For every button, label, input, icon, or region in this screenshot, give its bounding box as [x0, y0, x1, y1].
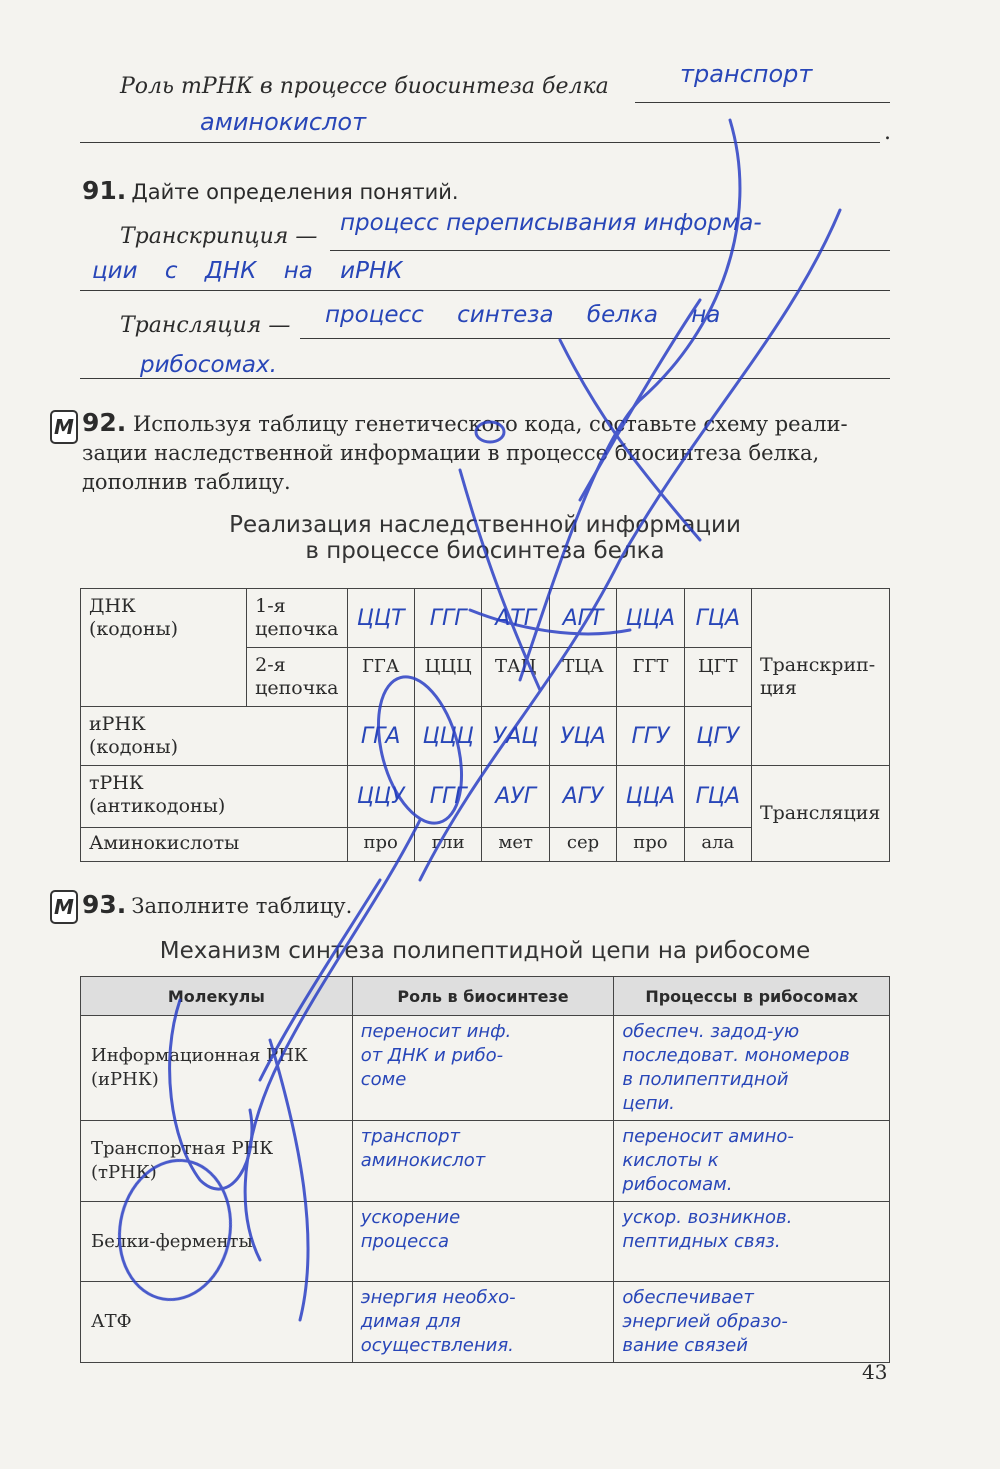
- process-cell: ускор. возникнов. пептидных связ.: [614, 1202, 890, 1282]
- trna-label-cell: тРНК (антикодоны): [81, 766, 348, 828]
- table-93: [80, 976, 890, 1363]
- role-cell: транспорт аминокислот: [352, 1121, 614, 1202]
- task-prompt-line1: Используя таблицу генетического кода, составьте схему реали-: [132, 412, 848, 436]
- table-cell: АГУ: [549, 766, 616, 828]
- table-cell: ГГТ: [617, 648, 684, 707]
- table-92-title-line2: в процессе биосинтеза белка: [305, 538, 665, 564]
- table-cell: ГГУ: [617, 707, 684, 766]
- answer-line: [80, 142, 880, 143]
- task-92-badge: М: [50, 410, 78, 444]
- process-cell: обеспеч. задод-ую последоват. мономеров в полипептидной цепи.: [614, 1016, 890, 1121]
- molecule-cell: Транспортная РНК (тРНК): [81, 1121, 353, 1202]
- table-cell: ЦЦУ: [347, 766, 414, 828]
- table-cell: ЦЦЦ: [414, 648, 482, 707]
- table-cell: ГГА: [347, 648, 414, 707]
- column-header: Молекулы: [81, 977, 353, 1016]
- transcription-label: Транскрипция —: [120, 224, 318, 249]
- answer-line: [330, 250, 890, 251]
- table-cell: УАЦ: [482, 707, 549, 766]
- table-cell: ГГА: [347, 707, 414, 766]
- table-cell: ала: [684, 828, 751, 862]
- table-cell: про: [617, 828, 684, 862]
- chain2-label-cell: 2-я цепочка: [247, 648, 347, 707]
- translation-answer-1: процесс синтеза белка на: [325, 302, 721, 328]
- answer-line: [300, 338, 890, 339]
- table-cell: ГЦА: [684, 589, 751, 648]
- task-number: 93.: [82, 890, 127, 919]
- table-92-title: [80, 512, 890, 564]
- role-cell: ускорение процесса: [352, 1202, 614, 1282]
- table-cell: ЦЦТ: [347, 589, 414, 648]
- table-cell: ЦЦА: [617, 589, 684, 648]
- answer-line: [80, 290, 890, 291]
- table-cell: УЦА: [549, 707, 616, 766]
- task-number: 92.: [82, 408, 127, 437]
- translation-label: Трансляция —: [120, 313, 291, 338]
- mrna-label-cell: иРНК (кодоны): [81, 707, 348, 766]
- trna-role-period: .: [884, 120, 891, 145]
- translation-answer-2: рибосомах.: [140, 352, 277, 378]
- column-header: Роль в биосинтезе: [352, 977, 614, 1016]
- table-cell: ТАЦ: [482, 648, 549, 707]
- table-cell: АГТ: [549, 589, 616, 648]
- process-transcription-cell: Транскрип- ция: [751, 589, 889, 766]
- aa-label-cell: Аминокислоты: [81, 828, 348, 862]
- table-93-title: Механизм синтеза полипептидной цепи на рибосоме: [159, 938, 811, 964]
- table-cell: ГГГ: [414, 589, 482, 648]
- table-92-title-line1: Реализация наследственной информации: [229, 512, 741, 538]
- chain1-label-cell: 1-я цепочка: [247, 589, 347, 648]
- process-cell: переносит амино- кислоты к рибосомам.: [614, 1121, 890, 1202]
- process-translation-cell: Трансляция: [751, 766, 889, 862]
- table-cell: ГЦА: [684, 766, 751, 828]
- role-cell: энергия необхо- димая для осуществления.: [352, 1282, 614, 1363]
- task-93-heading: [82, 890, 352, 919]
- trna-role-answer-1: транспорт: [680, 60, 813, 88]
- table-cell: ЦГУ: [684, 707, 751, 766]
- role-cell: переносит инф. от ДНК и рибо- соме: [352, 1016, 614, 1121]
- table-cell: АУГ: [482, 766, 549, 828]
- molecule-cell: АТФ: [81, 1282, 353, 1363]
- table-cell: мет: [482, 828, 549, 862]
- transcription-answer-1: процесс переписывания информа-: [340, 210, 762, 236]
- page-number: 43: [862, 1360, 888, 1384]
- trna-role-answer-2: аминокислот: [200, 108, 367, 136]
- task-prompt-line2: зации наследственной информации в процессе биосинтеза белка,: [82, 441, 820, 465]
- task-prompt: Заполните таблицу.: [131, 894, 353, 918]
- task-93-badge: М: [50, 890, 78, 924]
- table-cell: ЦГТ: [684, 648, 751, 707]
- column-header: Процессы в рибосомах: [614, 977, 890, 1016]
- trna-role-label: Роль тРНК в процессе биосинтеза белка: [120, 74, 609, 99]
- table-cell: ГГГ: [414, 766, 482, 828]
- table-cell: ЦЦА: [617, 766, 684, 828]
- task-number: 91.: [82, 176, 127, 205]
- task-prompt-line3: дополнив таблицу.: [82, 470, 291, 494]
- table-cell: гли: [414, 828, 482, 862]
- table-cell: АТГ: [482, 589, 549, 648]
- task-prompt: Дайте определения понятий.: [131, 180, 459, 204]
- table-cell: сер: [549, 828, 616, 862]
- table-cell: ЦЦЦ: [414, 707, 482, 766]
- answer-line: [80, 378, 890, 379]
- dna-label-cell: ДНК (кодоны): [81, 589, 247, 707]
- process-cell: обеспечивает энергией образо- вание связей: [614, 1282, 890, 1363]
- task-91-heading: [82, 176, 459, 205]
- table-cell: про: [347, 828, 414, 862]
- molecule-cell: Информационная РНК (иРНК): [81, 1016, 353, 1121]
- answer-line: [635, 102, 890, 103]
- molecule-cell: Белки-ферменты: [81, 1202, 353, 1282]
- table-cell: ТЦА: [549, 648, 616, 707]
- table-92: [80, 588, 890, 862]
- task-92-prompt: [82, 408, 892, 497]
- transcription-answer-2: ции с ДНК на иРНК: [92, 258, 403, 284]
